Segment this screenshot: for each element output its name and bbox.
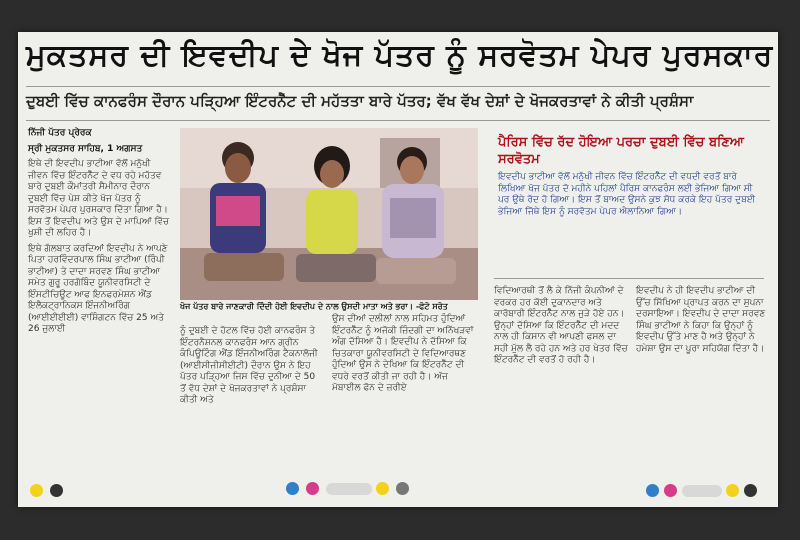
sidebar-column: [498, 172, 760, 222]
paragraph: ਇਥੇ ਦੀ ਇਵਦੀਪ ਭਾਟੀਆ ਵੱਲੋਂ ਮਨੁੱਖੀ ਜੀਵਨ ਵਿੱਚ ਇੰਟਰਨੈੱਟ ਦੇ ਵਧ ਰਹੇ ਮਹੱਤਵ ਬਾਰੇ ਦੁਬਈ ਕੌਮਾਂਤਰੀ ਸੈਮੀਨਾਰ ਦੌਰਾਨ ਦੁਬਈ ਵਿੱਚ ਪੇਸ਼ ਕੀਤੇ ਖੋਜ ਪੱਤਰ ਨੂੰ ਸਰਵੋਤਮ ਪੇਪਰ ਪੁਰਸਕਾਰ ਦਿੱਤਾ ਗਿਆ ਹੈ। ਇਸ ਤੋਂ ਇਵਦੀਪ ਅਤੇ ਉਸ ਦੇ ਮਾਪਿਆਂ ਵਿੱਚ ਖੁਸ਼ੀ ਦੀ ਲਹਿਰ ਹੈ।: [28, 159, 170, 238]
headline-rule: [26, 86, 770, 87]
sidebar-rule: [494, 278, 764, 279]
photo-caption: ਖੋਜ ਪੱਤਰ ਬਾਰੇ ਜਾਣਕਾਰੀ ਦਿੰਦੀ ਹੋਈ ਇਵਦੀਪ ਦੇ ਨਾਲ ਉਸਦੀ ਮਾਤਾ ਅਤੇ ਭਰਾ। -ਫੋਟੋ ਸਰੋਤ: [180, 302, 448, 311]
registration-dot: [664, 484, 677, 497]
registration-dot: [646, 484, 659, 497]
registration-dot: [306, 482, 319, 495]
registration-dot: [286, 482, 299, 495]
headline: ਮੁਕਤਸਰ ਦੀ ਇਵਦੀਪ ਦੇ ਖੋਜ ਪੱਤਰ ਨੂੰ ਸਰਵੋਤਮ ਪੇਪਰ ਪੁਰਸਕਾਰ: [26, 38, 774, 73]
paragraph: ਇਵਦੀਪ ਭਾਟੀਆ ਵੱਲੋਂ ਮਨੁੱਖੀ ਜੀਵਨ ਵਿੱਚ ਇੰਟਰਨੈੱਟ ਦੀ ਵਧਦੀ ਵਰਤੋਂ ਬਾਰੇ ਲਿਖਿਆ ਖੋਜ ਪੱਤਰ ਦੋ ਮਹੀਨੇ ਪਹਿਲਾਂ ਪੈਰਿਸ ਕਾਨਫਰੰਸ ਲਈ ਭੇਜਿਆ ਗਿਆ ਸੀ ਪਰ ਉਥੇ ਰੱਦ ਹੋ ਗਿਆ। ਇਸ ਤੋਂ ਬਾਅਦ ਉਸਨੇ ਕੁਝ ਸੋਧ ਕਰਕੇ ਇਹ ਪੱਤਰ ਦੁਬਈ ਭੇਜਿਆ ਜਿੱਥੇ ਇਸ ਨੂੰ ਸਰਵੋਤਮ ਪੇਪਰ ਐਲਾਨਿਆ ਗਿਆ।: [498, 172, 756, 217]
registration-dot: [744, 484, 757, 497]
paragraph: ਉਸ ਦੀਆਂ ਦਲੀਲਾਂ ਨਾਲ ਸਹਿਮਤ ਹੁੰਦਿਆਂ ਇੰਟਰਨੈੱਟ ਨੂੰ ਅਜੋਕੀ ਜ਼ਿੰਦਗੀ ਦਾ ਅਨਿੱਖੜਵਾਂ ਅੰਗ ਦੱਸਿਆ ਹੈ। ਇਵਦੀਪ ਨੇ ਦੱਸਿਆ ਕਿ ਚਿਤਕਾਰਾ ਯੂਨੀਵਰਸਿਟੀ ਦੇ ਵਿਦਿਆਰਥਣ ਹੁੰਦਿਆਂ ਉਸ ਨੇ ਦੇਖਿਆ ਕਿ ਇੰਟਰਨੈੱਟ ਦੀ ਵਧਰੇ ਵਰਤੋਂ ਕੀਤੀ ਜਾ ਰਹੀ ਹੈ। ਅੱਜ ਮੋਬਾਈਲ ਫੋਨ ਦੇ ਜ਼ਰੀਏ: [332, 314, 474, 393]
registration-dot: [396, 482, 409, 495]
article-photo: [180, 128, 478, 300]
registration-bar: [326, 483, 372, 495]
registration-dot: [726, 484, 739, 497]
registration-dot: [30, 484, 43, 497]
registration-dot: [376, 482, 389, 495]
column-5: [636, 286, 770, 359]
column-1: [28, 128, 170, 340]
subhead-rule: [26, 120, 770, 121]
subheadline: ਦੁਬਈ ਵਿੱਚ ਕਾਨਫਰੰਸ ਦੌਰਾਨ ਪੜ੍ਹਿਆ ਇੰਟਰਨੈੱਟ ਦੀ ਮਹੱਤਤਾ ਬਾਰੇ ਪੱਤਰ; ਵੱਖ ਵੱਖ ਦੇਸ਼ਾਂ ਦੇ ਖੋਜਕਰਤਾਵਾਂ ਨੇ ਕੀਤੀ ਪ੍ਰਸ਼ੰਸਾ: [26, 92, 694, 110]
registration-bar: [682, 485, 722, 497]
registration-dot: [50, 484, 63, 497]
sidebar-title: ਪੈਰਿਸ ਵਿੱਚ ਰੱਦ ਹੋਇਆ ਪਰਚਾ ਦੁਬਈ ਵਿੱਚ ਬਣਿਆ ਸਰਵੋਤਮ: [498, 135, 744, 167]
dateline: ਸ੍ਰੀ ਮੁਕਤਸਰ ਸਾਹਿਬ, 1 ਅਗਸਤ: [28, 143, 143, 154]
column-2: [180, 326, 322, 411]
newspaper-clipping: [18, 32, 778, 507]
paragraph: ਇਥੇ ਗੱਲਬਾਤ ਕਰਦਿਆਂ ਇਵਦੀਪ ਨੇ ਆਪਣੇ ਪਿਤਾ ਹਰਵਿੰਦਰਪਾਲ ਸਿੰਘ ਭਾਟੀਆ (ਰਿੰਪੀ ਭਾਟੀਆ) ਤੇ ਦਾਦਾ ਸਰਵਣ ਸਿੰਘ ਭਾਟੀਆ ਸਮੇਤ ਗੁਰੂ ਹਰਗੋਬਿੰਦ ਯੂਨੀਵਰਸਿਟੀ ਦੇ ਇੰਸਟੀਚਿਊਟ ਆਫ ਇਨਫਰਮੇਸ਼ਨ ਐਂਡ ਇਲੈਕਟ੍ਰਾਨਿਕਸ ਇੰਜਨੀਅਰਿੰਗ (ਆਈਈਈਈ) ਵਾਸ਼ਿੰਗਟਨ ਵਿੱਚ 25 ਅਤੇ 26 ਜੁਲਾਈ: [28, 243, 168, 334]
paragraph: ਨੂੰ ਦੁਬਈ ਦੇ ਹੋਟਲ ਵਿੱਚ ਹੋਈ ਕਾਨਫਰੰਸ ਤੇ ਇੰਟਰਨੈਸ਼ਨਲ ਕਾਨਫਰੰਸ ਆਨ ਗ੍ਰੀਨ ਕੰਪਿਊਟਿੰਗ ਐਂਡ ਇੰਜਨੀਅਰਿੰਗ ਟੈਕਨਾਲੋਜੀ (ਆਈਸੀਜੀਸੀਈਟੀ) ਦੌਰਾਨ ਉਸ ਨੇ ਇਹ ਪੱਤਰ ਪੜ੍ਹਿਆ ਜਿਸ ਵਿੱਚ ਦੁਨੀਆ ਦੇ 50 ਤੋਂ ਵੱਧ ਦੇਸ਼ਾਂ ਦੇ ਖੋਜਕਰਤਾਵਾਂ ਨੇ ਪ੍ਰਸ਼ੰਸਾ ਕੀਤੀ ਅਤੇ: [180, 326, 318, 405]
byline: ਨਿੱਜੀ ਪੱਤਰ ਪ੍ਰੇਰਕ: [28, 128, 92, 138]
photo-illustration: [180, 128, 478, 300]
paragraph: ਵਿਦਿਆਰਥੀ ਤੋਂ ਲੈ ਕੇ ਨਿੱਜੀ ਕੰਪਨੀਆਂ ਦੇ ਵਰਕਰ ਹਰ ਕੋਈ ਦੁਕਾਨਦਾਰ ਅਤੇ ਕਾਰੋਬਾਰੀ ਇੰਟਰਨੈੱਟ ਨਾਲ ਜੁੜੇ ਹੋਏ ਹਨ। ਉਨ੍ਹਾਂ ਦੱਸਿਆ ਕਿ ਇੰਟਰਨੈੱਟ ਦੀ ਮਦਦ ਨਾਲ ਹੀ ਕਿਸਾਨ ਵੀ ਆਪਣੀ ਫਸਲ ਦਾ ਸਹੀ ਮੁੱਲ ਲੈ ਰਹੇ ਹਨ ਅਤੇ ਹਰ ਖੇਤਰ ਵਿੱਚ ਇੰਟਰਨੈੱਟ ਦੀ ਵਰਤੋਂ ਹੋ ਰਹੀ ਹੈ।: [494, 286, 628, 365]
column-3: [332, 314, 478, 399]
paragraph: ਇਵਦੀਪ ਨੇ ਹੀ ਇਵਦੀਪ ਭਾਟੀਆ ਦੀ ਉੱਚ ਸਿੱਖਿਆ ਪ੍ਰਾਪਤ ਕਰਨ ਦਾ ਸੁਪਨਾ ਦਰਸਾਇਆ। ਇਵਦੀਪ ਦੇ ਦਾਦਾ ਸਰਵਣ ਸਿੰਘ ਭਾਟੀਆ ਨੇ ਕਿਹਾ ਕਿ ਉਨ੍ਹਾਂ ਨੂੰ ਇਵਦੀਪ ਉੱਤੇ ਮਾਣ ਹੈ ਅਤੇ ਉਨ੍ਹਾਂ ਨੇ ਹਮੇਸ਼ਾ ਉਸ ਦਾ ਪੂਰਾ ਸਹਿਯੋਗ ਦਿੱਤਾ ਹੈ।: [636, 286, 766, 354]
column-4: [494, 286, 630, 371]
